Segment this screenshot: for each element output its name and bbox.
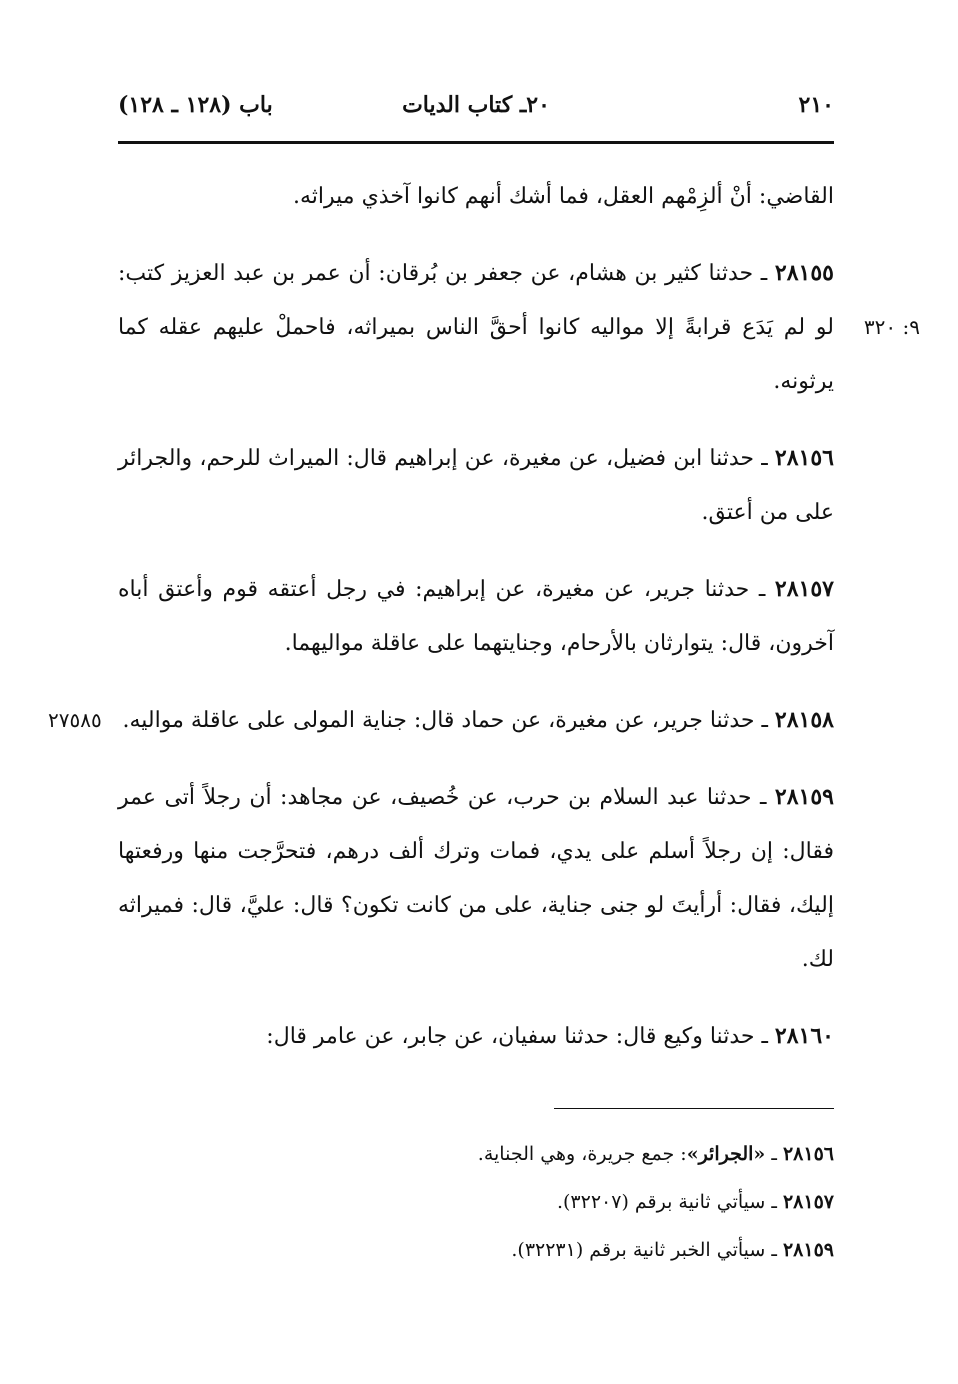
hadith-number: ٢٨١٥٦ [774,445,834,471]
hadith-paragraph [118,1009,834,1064]
hadith-number: ٢٨١٥٨ [774,707,834,733]
hadith-text: ـ حدثنا جرير، عن مغيرة، عن حماد قال: جناية المولى على عاقلة مواليه. [122,708,775,733]
hadith-number: ٢٨١٥٩ [774,784,834,810]
footnote-text: ـ سيأتي ثانية برقم (٣٢٢٠٧). [556,1191,783,1213]
hadith-paragraph [118,770,834,987]
paragraph-continuation [118,170,834,224]
footnote-keyword: «الجرائر» [686,1143,766,1165]
footnote-divider [554,1108,834,1109]
footnote [118,1130,834,1178]
footnote-number: ٢٨١٥٧ [782,1191,834,1213]
hadith-text: ـ حدثنا وكيع قال: حدثنا سفيان، عن جابر، عن عامر قال: [266,1024,775,1049]
chapter-title: باب (١٢٨ ـ ١٢٨) [118,92,273,118]
main-text [48,170,920,1086]
paragraph-text: القاضي: أنْ ألزِمْهم العقل، فما أشك أنهم كانوا آخذي ميراثه. [292,184,834,209]
hadith-number: ٢٨١٥٧ [774,576,834,602]
hadith-text: ـ حدثنا ابن فضيل، عن مغيرة، عن إبراهيم قال: الميراث للرحم، والجرائر على من أعتق. [118,446,834,525]
page-number: ٢١٠ [798,92,834,118]
book-title: ٢٠ـ كتاب الديات [402,92,550,118]
hadith-text: ـ حدثنا عبد السلام بن حرب، عن خُصيف، عن مجاهد: أن رجلاً أتى عمر فقال: إن رجلاً أسلم على يدي، فمات وترك ألف درهم، فتحرَّجت منها ورفعتها إليك، فقال: أرأيتَ لو جنى جناية، على من كانت تكون؟ قال: عليَّ، قال: فميراثه لك. [118,785,834,972]
margin-reference: ٩: ٣٢٠ [863,315,920,339]
footnote-number: ٢٨١٥٩ [782,1239,834,1261]
footnote [118,1226,834,1274]
hadith-paragraph [118,562,834,671]
footnote-text: ـ سيأتي الخبر ثانية برقم (٣٢٢٣١). [511,1239,783,1261]
hadith-paragraph [118,246,920,409]
hadith-text: ـ حدثنا جرير، عن مغيرة، عن إبراهيم: في رجل أعتقه قوم وأعتق أباه آخرون، قال: يتوارثان بالأرحام، وجنايتهما على عاقلة مواليهما. [118,577,834,656]
running-header [118,92,834,132]
hadith-paragraph [118,431,834,540]
hadith-text: ـ حدثنا كثير بن هشام، عن جعفر بن بُرقان: أن عمر بن عبد العزيز كتب: لو لم يَدَع قرابةً إلا مواليه كانوا أحقَّ الناس بميراثه، فاحملْ عليهم عقله كما يرثونه. [118,261,834,394]
footnote [118,1178,834,1226]
margin-reference: ٢٧٥٨٥ [48,708,102,732]
hadith-paragraph [48,693,834,748]
hadith-number: ٢٨١٦٠ [774,1023,834,1049]
footnote-number: ٢٨١٥٦ [782,1143,834,1165]
footnote-rest: : جمع جريرة، وهي الجناية. [477,1143,687,1165]
footnote-text: ـ [765,1143,783,1165]
header-divider [118,141,834,144]
hadith-number: ٢٨١٥٥ [774,260,834,286]
footnotes [118,1130,834,1274]
